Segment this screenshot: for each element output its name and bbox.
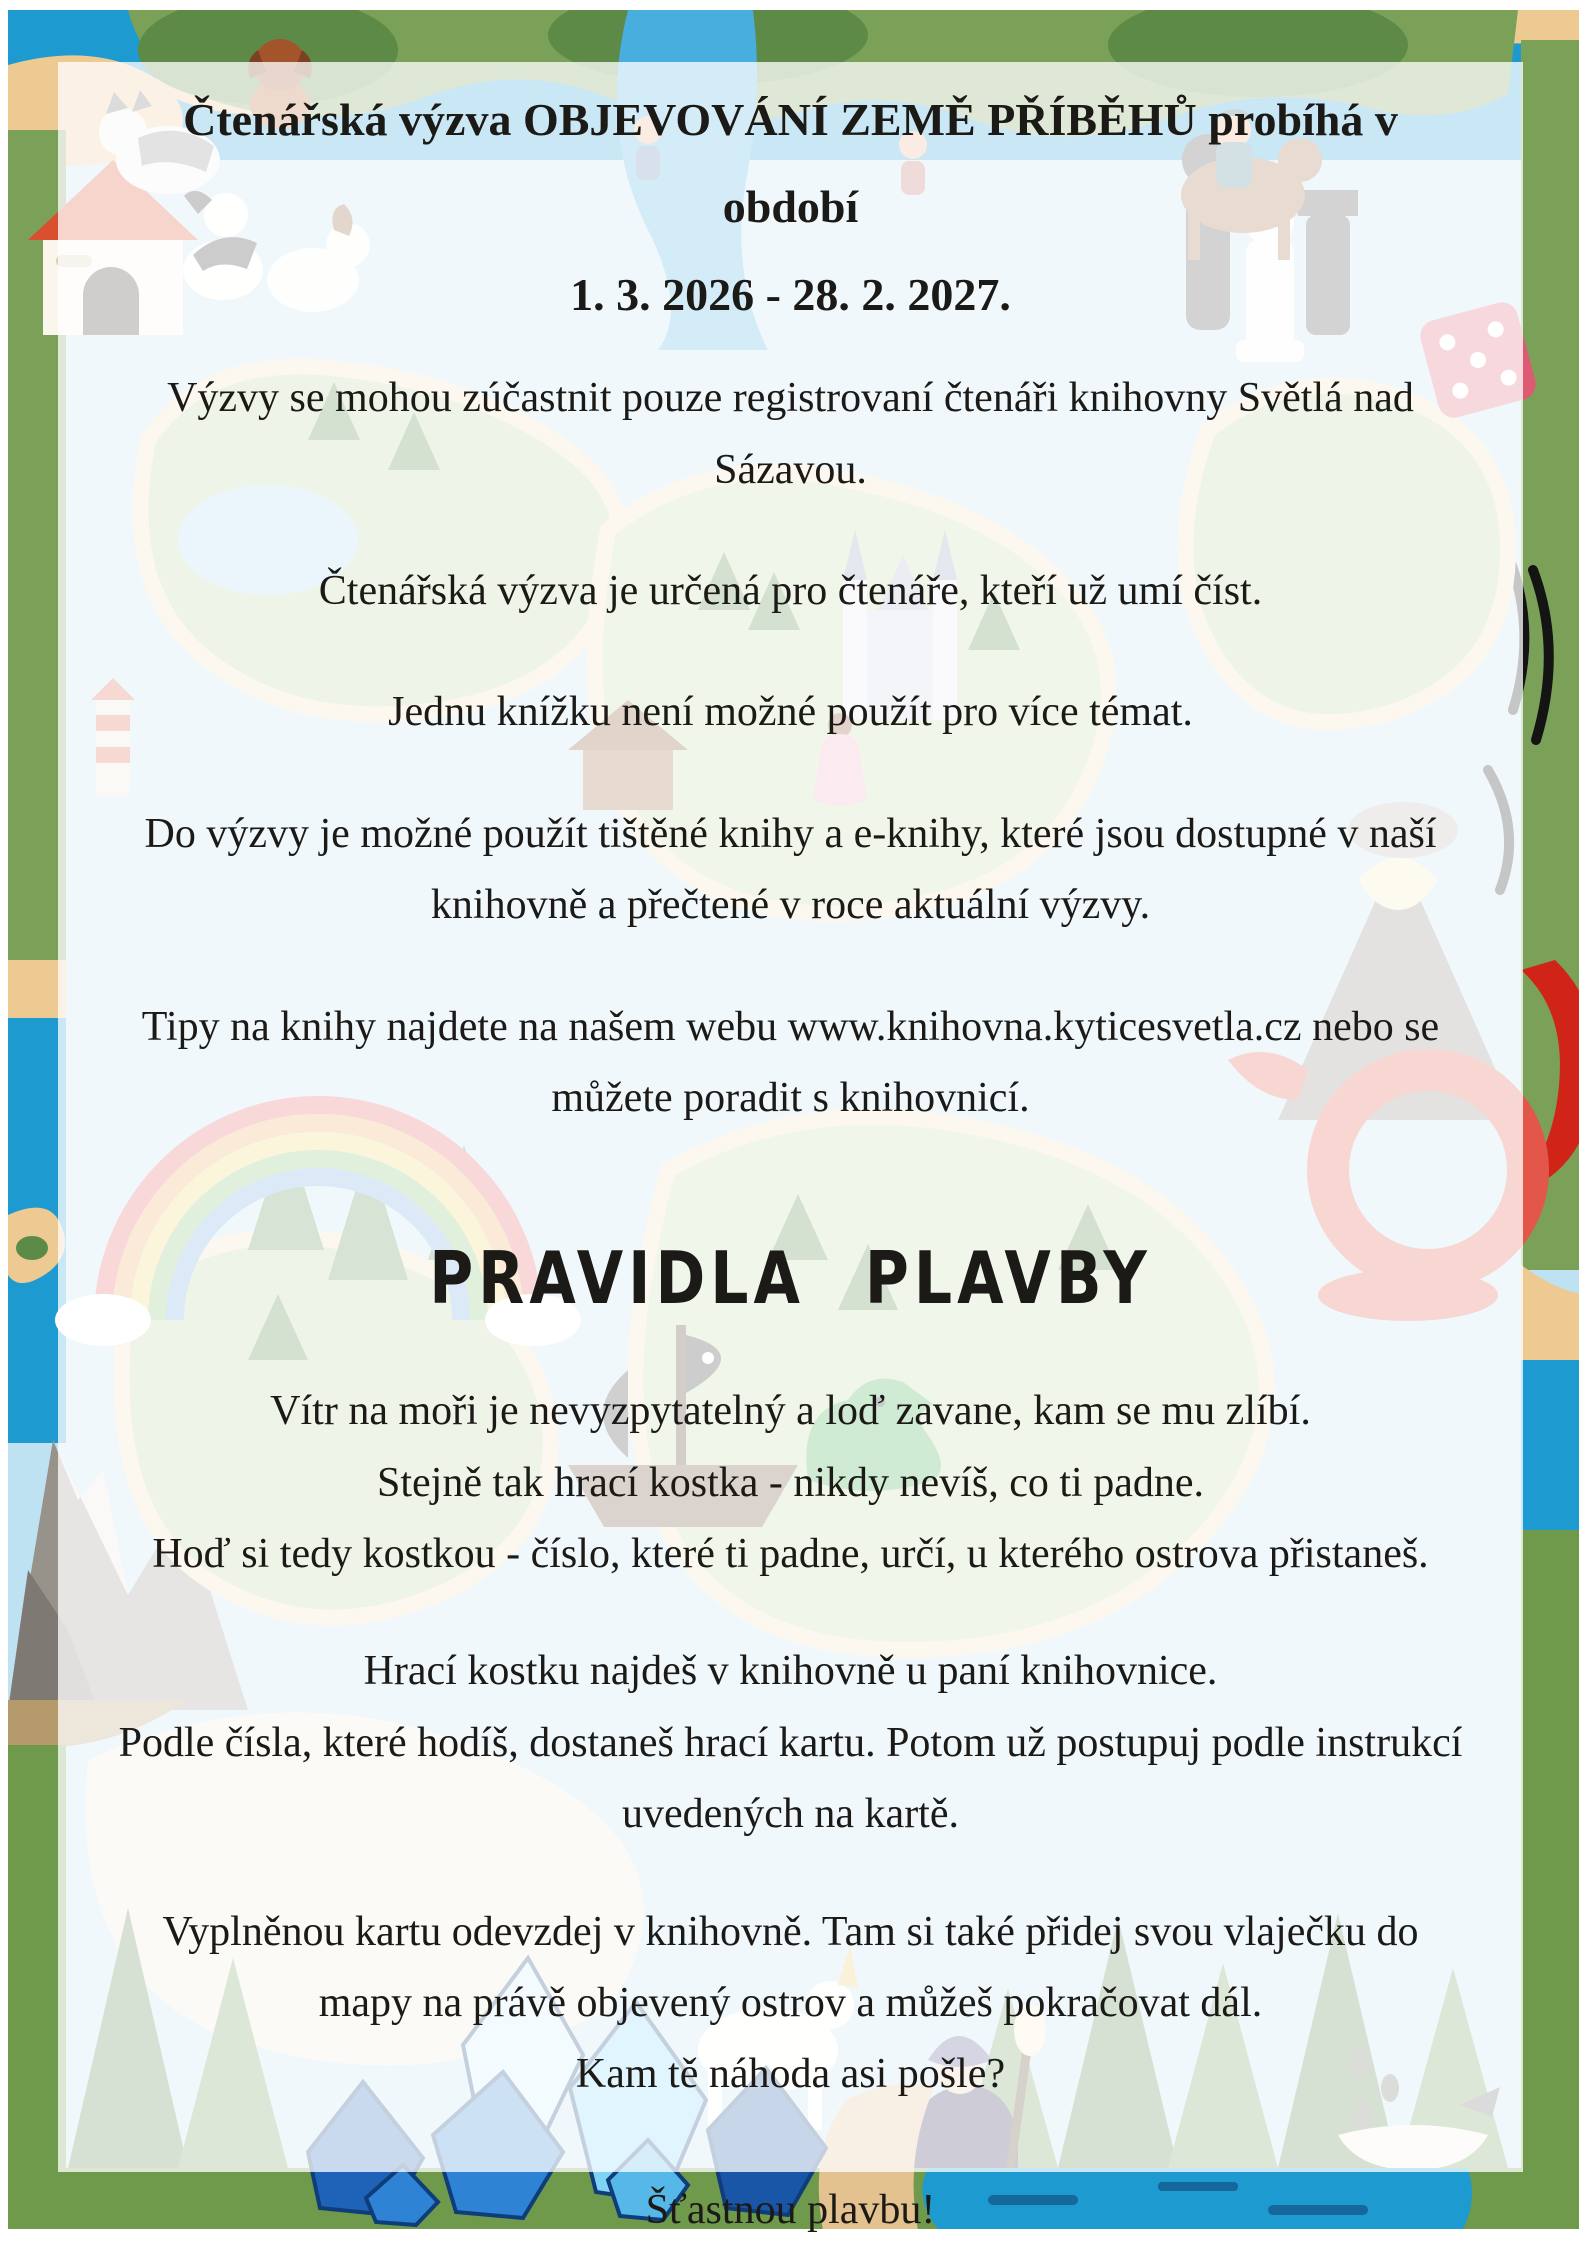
content-panel [58,62,1523,2233]
page-title [113,76,1468,338]
intro-paragraph: Jednu knížku není možné použít pro více témat. [388,689,1193,736]
section-heading: PRAVIDLA PLAVBY [429,1237,1152,1322]
rules-line: Vyplněnou kartu odevzdej v knihovně. Tam si také přidej svou vlaječku do mapy na právě objevený ostrov a můžeš pokračovat dál. [162,1908,1419,2027]
rules-line: Podle čísla, které hodíš, dostaneš hrací kartu. Potom už postupuj podle instrukcí uvedených na kartě. [118,1719,1463,1838]
title-line-2: 1. 3. 2026 - 28. 2. 2027. [570,268,1011,320]
rules-line: Hrací kostku najdeš v knihovně u paní knihovnice. [363,1648,1218,1695]
intro-paragraph: Výzvy se mohou zúčastnit pouze registrovaní čtenáři knihovny Světlá nad Sázavou. [167,375,1414,493]
intro-paragraph: Tipy na knihy najdete na našem webu www.knihovna.kyticesvetla.cz nebo se můžete poradit s knihovnicí. [141,1003,1440,1121]
intro-paragraph: Do výzvy je možné použít tištěné knihy a e-knihy, které jsou dostupné v naší knihovně a přečtené v roce aktuální výzvy. [144,810,1437,929]
rules-line: Vítr na moři je nevyzpytatelný a loď zavane, kam se mu zlíbí. [270,1388,1311,1435]
rules-paragraph [116,1897,1466,2111]
rules-paragraph [152,1376,1428,1590]
rules-line: Hoď si tedy kostkou - číslo, které ti padne, určí, u kterého ostrova přistaneš. [152,1531,1429,1578]
closing-line: Šťastnou plavbu! [645,2186,936,2233]
rules-line: Kam tě náhoda asi pošle? [575,2051,1006,2098]
rules-paragraph [116,1636,1466,1850]
title-line-1: Čtenářská výzva OBJEVOVÁNÍ ZEMĚ PŘÍBĚHŮ probíhá v období [183,94,1398,233]
intro-paragraph: Čtenářská výzva je určená pro čtenáře, kteří už umí číst. [318,567,1263,614]
rules-line: Stejně tak hrací kostka - nikdy nevíš, co ti padne. [377,1459,1204,1506]
